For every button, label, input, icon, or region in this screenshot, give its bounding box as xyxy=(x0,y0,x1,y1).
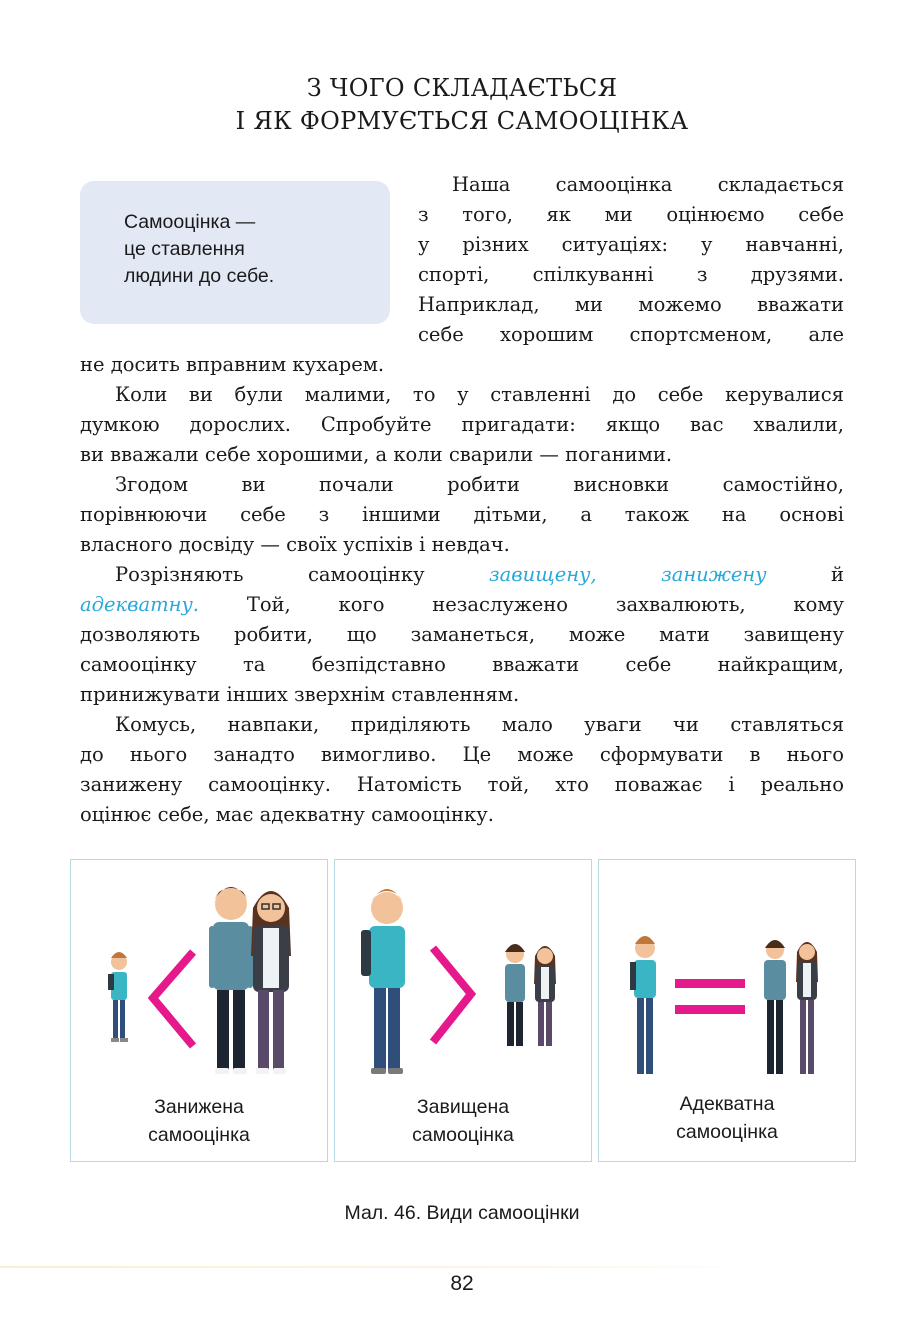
section-title xyxy=(0,72,924,138)
equals-symbol xyxy=(675,979,745,1014)
text-line xyxy=(115,560,844,590)
small-teen-girl-figure xyxy=(534,946,556,1046)
text-line: спорті, спілкуванні з друзями. xyxy=(418,263,844,286)
definition-box xyxy=(80,181,390,324)
less-than-symbol xyxy=(153,952,193,1046)
text-line: дозволяють робити, що заманеться, може мати завищену xyxy=(80,623,844,646)
text-line: з того, як ми оцінюємо себе xyxy=(418,203,844,226)
figure-panel-adequate xyxy=(598,859,856,1162)
text-line: власного досвіду — своїх успіхів і невдач. xyxy=(80,533,510,556)
teen-boy-figure xyxy=(209,887,253,1074)
medium-child-figure xyxy=(630,936,656,1074)
small-teen-boy-figure xyxy=(505,944,525,1046)
text-segment: Розрізняють самооцінку xyxy=(115,563,425,586)
text-line xyxy=(80,590,844,620)
section-title-line-2: І ЯК ФОРМУЄТЬСЯ САМООЦІНКА xyxy=(235,107,689,135)
text-line: оцінює себе, має адекватну самооцінку. xyxy=(80,803,494,826)
figure-panel-overestimated xyxy=(334,859,592,1162)
text-line: принижувати інших зверхнім ставленням. xyxy=(80,683,520,706)
teen-girl-figure xyxy=(251,891,291,1074)
panel-caption xyxy=(599,1090,855,1146)
footer-divider xyxy=(0,1266,760,1268)
text-line: думкою дорослих. Спробуйте пригадати: якщо вас хвалили, xyxy=(80,413,844,436)
text-segment: Той, кого незаслужено захвалюють, кому xyxy=(246,593,845,616)
text-line: самооцінку та безпідставно вважати себе найкращим, xyxy=(80,653,844,676)
definition-line: людини до себе. xyxy=(124,265,275,287)
definition-text xyxy=(124,209,364,290)
panel-caption-line-2: самооцінка xyxy=(676,1121,778,1143)
text-line: занижену самооцінку. Натомість той, хто поважає і реально xyxy=(80,773,844,796)
term-underestimated: занижену xyxy=(661,563,767,586)
section-title-line-1: З ЧОГО СКЛАДАЄТЬСЯ xyxy=(306,74,618,102)
medium-teen-boy-figure xyxy=(764,940,786,1074)
definition-line: це ставлення xyxy=(124,238,245,260)
text-line: себе хорошим спортсменом, але xyxy=(418,323,844,346)
panel-caption xyxy=(71,1093,327,1149)
text-line: Коли ви були малими, то у ставленні до себе керувалися xyxy=(115,383,844,406)
panel-caption-line-1: Адекватна xyxy=(679,1093,775,1115)
text-line: Комусь, навпаки, приділяють мало уваги чи ставляться xyxy=(115,713,844,736)
figure-panel-underestimated xyxy=(70,859,328,1162)
text-line: у різних ситуаціях: у навчанні, xyxy=(418,233,844,256)
text-line: Наша самооцінка складається xyxy=(452,173,844,196)
panel-caption-line-1: Завищена xyxy=(416,1096,510,1118)
page-number: 82 xyxy=(450,1272,474,1295)
definition-line: Самооцінка — xyxy=(124,211,256,233)
large-child-figure xyxy=(361,889,405,1074)
text-line: Наприклад, ми можемо вважати xyxy=(418,293,844,316)
term-adequate: адекватну. xyxy=(80,593,199,616)
medium-teen-girl-figure xyxy=(796,942,818,1074)
term-overestimated: завищену, xyxy=(489,563,597,586)
text-segment: й xyxy=(831,563,845,586)
panel-caption-line-2: самооцінка xyxy=(412,1124,514,1146)
panel-caption-line-1: Занижена xyxy=(154,1096,244,1118)
panel-caption-line-2: самооцінка xyxy=(148,1124,250,1146)
text-line: Згодом ви почали робити висновки самостійно, xyxy=(115,473,844,496)
greater-than-symbol xyxy=(433,948,471,1042)
text-line: порівнюючи себе з іншими дітьми, а також на основі xyxy=(80,503,844,526)
small-child-figure xyxy=(108,952,128,1042)
figure-caption: Мал. 46. Види самооцінки xyxy=(344,1202,580,1224)
panel-caption xyxy=(335,1093,591,1149)
text-line: не досить вправним кухарем. xyxy=(80,353,385,376)
text-line: ви вважали себе хорошими, а коли сварили — поганими. xyxy=(80,443,673,466)
text-line: до нього занадто вимогливо. Це може сформувати в нього xyxy=(80,743,844,766)
